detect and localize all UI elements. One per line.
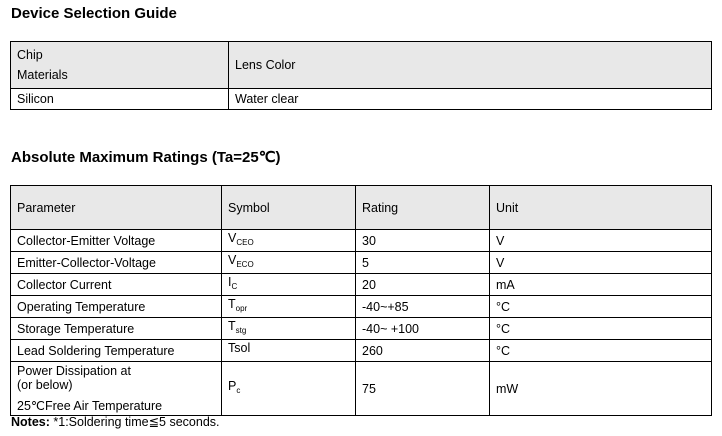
section-title-absolute-maximum-ratings: Absolute Maximum Ratings (Ta=25℃)	[11, 149, 281, 166]
cell-unit: V	[490, 230, 712, 252]
cell-symbol	[222, 296, 356, 318]
header-cell-lens-color: Lens Color	[229, 42, 712, 89]
table-row	[11, 296, 712, 318]
cell-symbol	[222, 252, 356, 274]
header-cell-chip-materials	[11, 42, 229, 89]
symbol-main: I	[228, 275, 232, 289]
table-header-row	[11, 186, 712, 230]
cell-parameter: Lead Soldering Temperature	[11, 340, 222, 362]
cell-parameter	[11, 362, 222, 416]
table-row	[11, 274, 712, 296]
cell-unit: °C	[490, 340, 712, 362]
cell-rating: 75	[356, 362, 490, 416]
cell-symbol	[222, 230, 356, 252]
cell-parameter: Storage Temperature	[11, 318, 222, 340]
cell-chip-material: Silicon	[11, 89, 229, 110]
cell-rating: -40~ +100	[356, 318, 490, 340]
cell-symbol	[222, 340, 356, 362]
cell-rating: -40~+85	[356, 296, 490, 318]
table-row	[11, 340, 712, 362]
symbol-main: P	[228, 379, 237, 393]
cell-unit: °C	[490, 296, 712, 318]
notes-text: *1:Soldering time≦5 seconds.	[49, 415, 220, 429]
table-row	[11, 252, 712, 274]
notes-label: Notes:	[11, 415, 50, 429]
param-line: (or below)	[17, 378, 73, 392]
cell-rating: 260	[356, 340, 490, 362]
cell-symbol	[222, 362, 356, 416]
param-line: 25℃Free Air Temperature	[17, 399, 163, 413]
cell-parameter: Collector-Emitter Voltage	[11, 230, 222, 252]
cell-unit: °C	[490, 318, 712, 340]
symbol-main: T	[228, 319, 236, 333]
section-title-device-selection: Device Selection Guide	[11, 5, 177, 22]
cell-rating: 5	[356, 252, 490, 274]
table-row	[11, 362, 712, 416]
cell-parameter: Operating Temperature	[11, 296, 222, 318]
header-materials: Materials	[17, 68, 68, 82]
table-row	[11, 230, 712, 252]
table-row	[11, 89, 712, 110]
absolute-maximum-ratings-table	[10, 185, 712, 416]
header-parameter: Parameter	[11, 186, 222, 230]
notes	[11, 414, 220, 429]
cell-parameter: Collector Current	[11, 274, 222, 296]
cell-symbol	[222, 274, 356, 296]
symbol-subscript: c	[236, 386, 241, 395]
cell-parameter: Emitter-Collector-Voltage	[11, 252, 222, 274]
table-header-row	[11, 42, 712, 89]
cell-unit: V	[490, 252, 712, 274]
cell-rating: 20	[356, 274, 490, 296]
symbol-main: Tsol	[228, 341, 251, 355]
header-rating: Rating	[356, 186, 490, 230]
header-unit: Unit	[490, 186, 712, 230]
cell-rating: 30	[356, 230, 490, 252]
symbol-subscript: C	[231, 282, 238, 291]
header-symbol: Symbol	[222, 186, 356, 230]
symbol-main: T	[228, 297, 236, 311]
cell-symbol	[222, 318, 356, 340]
cell-unit: mW	[490, 362, 712, 416]
symbol-subscript: stg	[235, 326, 247, 335]
symbol-main: V	[228, 231, 237, 245]
symbol-main: V	[228, 253, 237, 267]
header-chip: Chip	[17, 48, 43, 62]
param-line: Power Dissipation at	[17, 364, 131, 378]
symbol-subscript: CEO	[236, 238, 254, 247]
symbol-subscript: ECO	[236, 260, 254, 269]
symbol-subscript: opr	[235, 304, 248, 313]
device-selection-table	[10, 41, 712, 110]
cell-unit: mA	[490, 274, 712, 296]
cell-lens-color: Water clear	[229, 89, 712, 110]
table-row	[11, 318, 712, 340]
